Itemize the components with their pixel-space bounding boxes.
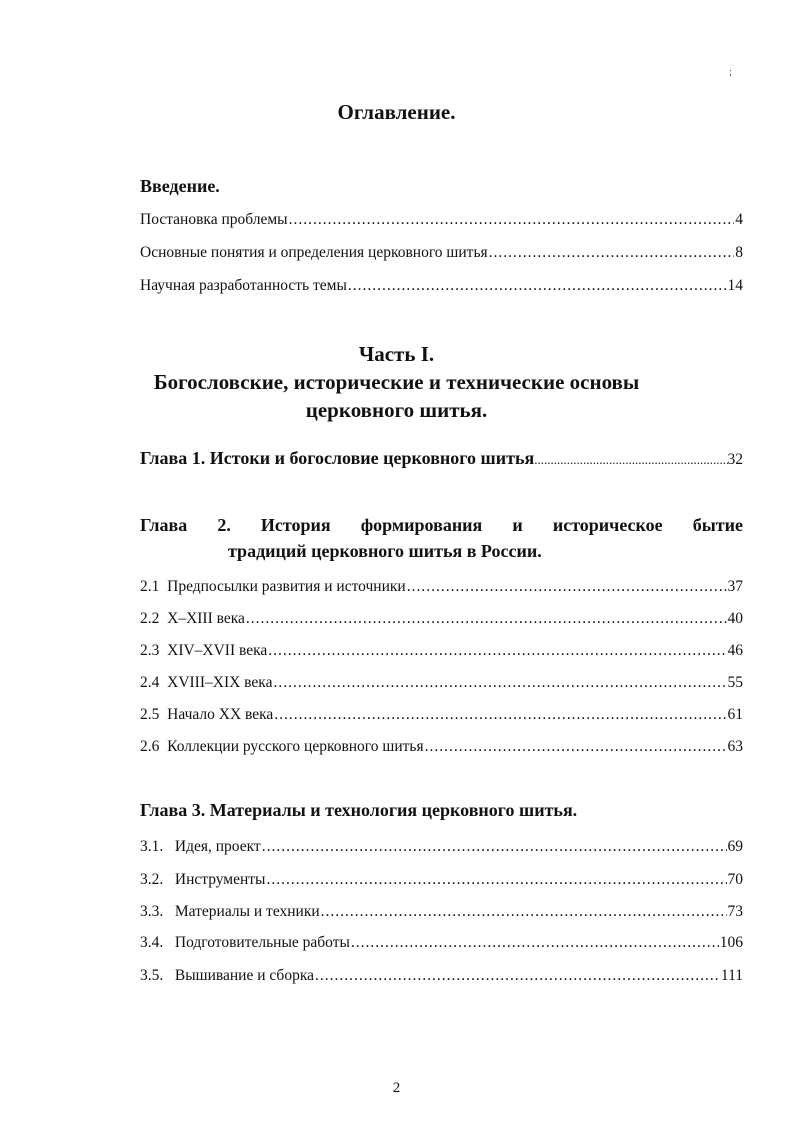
- toc-entry-title: Начало XX века: [167, 706, 274, 723]
- section-number: 3.5.: [140, 967, 164, 984]
- toc-entry[interactable]: [140, 738, 743, 756]
- toc-entry-page: 55: [727, 674, 743, 691]
- section-number: 3.1.: [140, 838, 164, 855]
- chapter-1-entry[interactable]: [140, 448, 743, 469]
- section-number: 3.4.: [140, 934, 164, 951]
- chapter-1-page: 32: [727, 451, 743, 468]
- section-number: 3.2.: [140, 871, 164, 888]
- part-title-line2: церковного шитья.: [305, 398, 488, 422]
- section-number: 2.5: [140, 706, 160, 723]
- toc-entry-page: 106: [719, 934, 743, 951]
- toc-entry-page: 61: [727, 706, 743, 723]
- toc-entry-title: Постановка проблемы: [140, 211, 288, 228]
- leader-dots: [348, 277, 727, 295]
- toc-entry[interactable]: [140, 674, 743, 692]
- toc-entry-title: Научная разработанность темы: [140, 277, 347, 294]
- toc-entry-title: Идея, проект: [174, 838, 261, 855]
- chapter-3-title: Глава 3. Материалы и технология церковного шитья.: [140, 800, 578, 820]
- toc-entry-page: 14: [727, 277, 743, 294]
- toc-entry-page: 37: [727, 578, 743, 595]
- toc-entry-page: 63: [727, 738, 743, 755]
- leader-dots: [425, 738, 727, 756]
- part-heading: [0, 340, 793, 424]
- toc-entry-page: 46: [727, 642, 743, 659]
- toc-entry[interactable]: [140, 211, 743, 229]
- leader-dots: [268, 642, 726, 660]
- toc-entry-page: 73: [727, 903, 743, 920]
- toc-entry-page: 69: [727, 838, 743, 855]
- toc-entry-title: Основные понятия и определения церковного шитья: [140, 244, 488, 261]
- toc-entry-title: Предпосылки развития и источники: [167, 578, 406, 595]
- toc-entry[interactable]: [140, 610, 743, 628]
- section-number: 2.4: [140, 674, 160, 691]
- part-title-line1: Богословские, исторические и технические основы: [153, 370, 640, 394]
- toc-entry-page: 70: [727, 871, 743, 888]
- toc-entry[interactable]: [140, 871, 743, 889]
- toc-entry[interactable]: [140, 706, 743, 724]
- section-number: 2.2: [140, 610, 160, 627]
- leader-dots: [262, 838, 727, 856]
- toc-entry[interactable]: [140, 967, 743, 985]
- section-number: 2.3: [140, 642, 160, 659]
- chapter-2-title-line2: традиций церковного шитья в России.: [228, 541, 542, 561]
- toc-entry[interactable]: [140, 244, 743, 262]
- leader-dots: [407, 578, 727, 596]
- toc-entry-page: 8: [735, 244, 743, 261]
- toc-entry[interactable]: [140, 903, 743, 921]
- toc-entry-title: Вышивание и сборка: [174, 967, 314, 984]
- section-number: 2.6: [140, 738, 160, 755]
- section-number: 2.1: [140, 578, 160, 595]
- leader-dots: [321, 903, 727, 921]
- toc-entry[interactable]: [140, 838, 743, 856]
- toc-entry-title: X–XIII века: [167, 610, 245, 627]
- leader-dots: [489, 244, 735, 262]
- toc-title: Оглавление.: [337, 100, 456, 124]
- toc-entry-page: 111: [720, 967, 743, 984]
- toc-entry-title: XVIII–XIX века: [167, 674, 273, 691]
- toc-entry[interactable]: [140, 642, 743, 660]
- toc-entry[interactable]: [140, 277, 743, 295]
- chapter-2-title-line1: Глава 2. История формирования и историческое бытие: [140, 515, 743, 535]
- leader-dots: [534, 452, 727, 468]
- page-number: 2: [392, 1080, 401, 1096]
- scan-mark: ;: [729, 66, 733, 78]
- toc-entry[interactable]: [140, 578, 743, 596]
- toc-entry-title: Материалы и техники: [174, 903, 320, 920]
- leader-dots: [274, 706, 726, 724]
- leader-dots: [315, 967, 720, 985]
- chapter-1-title: Глава 1. Истоки и богословие церковного шитья: [140, 448, 535, 468]
- leader-dots: [289, 211, 735, 229]
- leader-dots: [246, 610, 727, 628]
- leader-dots: [266, 871, 726, 889]
- toc-entry-title: Подготовительные работы: [174, 934, 350, 951]
- toc-entry[interactable]: [140, 934, 743, 952]
- toc-entry-page: 4: [735, 211, 743, 228]
- leader-dots: [351, 934, 719, 952]
- toc-entry-title: Инструменты: [174, 871, 266, 888]
- part-label: Часть I.: [358, 342, 435, 366]
- toc-entry-page: 40: [727, 610, 743, 627]
- intro-heading: Введение.: [140, 176, 220, 196]
- section-number: 3.3.: [140, 903, 164, 920]
- toc-entry-title: XIV–XVII века: [167, 642, 268, 659]
- leader-dots: [273, 674, 726, 692]
- toc-entry-title: Коллекции русского церковного шитья: [167, 738, 424, 755]
